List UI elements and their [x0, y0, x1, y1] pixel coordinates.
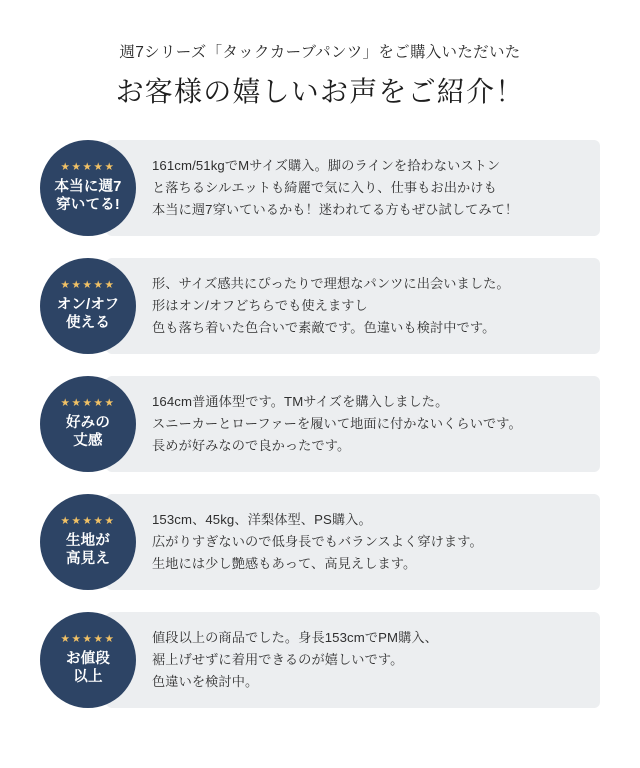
- badge-label: [62, 650, 114, 686]
- review-badge: [40, 140, 136, 236]
- badge-label-line: お値段: [65, 650, 111, 667]
- badge-label-line: 以上: [73, 668, 103, 685]
- review-line: 生地には少し艶感もあって、高見えします。: [152, 556, 417, 572]
- badge-label: [62, 414, 114, 450]
- badge-label: [53, 296, 124, 332]
- review-line: と落ちるシルエットも綺麗で気に入り、仕事もお出かけも: [152, 179, 497, 195]
- review-badge: [40, 612, 136, 708]
- star-rating-icon: ★★★★★: [60, 279, 116, 292]
- star-rating-icon: ★★★★★: [60, 397, 116, 410]
- review-text-panel: [106, 612, 600, 708]
- review-line: 広がりすぎないので低身長でもバランスよく穿けます。: [152, 533, 483, 549]
- review-line: 形はオン/オフどちらでも使えますし: [152, 297, 368, 313]
- badge-label-line: 穿いてる!: [56, 196, 120, 213]
- badge-label-line: 好みの: [65, 414, 111, 431]
- review-text-panel: [106, 258, 600, 354]
- header-subtitle: 週7シリーズ「タックカーブパンツ」をご購入いただいた: [119, 44, 521, 61]
- review-text-panel: [106, 494, 600, 590]
- review-list: [0, 140, 640, 708]
- list-item: [40, 494, 600, 590]
- review-line: 164cm普通体型です。TMサイズを購入しました。: [152, 393, 449, 409]
- review-line: 裾上げせずに着用できるのが嬉しいです。: [152, 651, 404, 667]
- badge-label-line: 丈感: [73, 432, 103, 449]
- list-item: [40, 140, 600, 236]
- badge-label-line: 生地が: [65, 532, 111, 549]
- review-text-panel: [106, 140, 600, 236]
- page-header: [0, 0, 640, 110]
- star-rating-icon: ★★★★★: [60, 161, 116, 174]
- star-rating-icon: ★★★★★: [60, 633, 116, 646]
- list-item: [40, 258, 600, 354]
- review-line: 色も落ち着いた色合いで素敵です。色違いも検討中です。: [152, 320, 496, 336]
- badge-label: [50, 178, 125, 214]
- review-line: 値段以上の商品でした。身長153cmでPM購入、: [152, 629, 438, 645]
- list-item: [40, 612, 600, 708]
- review-line: 153cm、45kg、洋梨体型、PS購入。: [152, 511, 372, 527]
- review-badge: [40, 258, 136, 354]
- review-line: スニーカーとローファーを履いて地面に付かないくらいです。: [152, 415, 522, 431]
- badge-label: [62, 532, 114, 568]
- badge-label-line: オン/オフ: [56, 296, 120, 313]
- badge-label-line: 本当に週7: [54, 178, 122, 195]
- review-line: 長めが好みなので良かったです。: [152, 438, 351, 454]
- badge-label-line: 使える: [65, 314, 111, 331]
- star-rating-icon: ★★★★★: [60, 515, 116, 528]
- review-text-panel: [106, 376, 600, 472]
- review-line: 形、サイズ感共にぴったりで理想なパンツに出会いました。: [152, 275, 510, 291]
- badge-label-line: 高見え: [65, 550, 111, 567]
- page-title: お客様の嬉しいお声をご紹介！: [115, 75, 525, 107]
- review-line: 色違いを検討中。: [152, 674, 259, 690]
- list-item: [40, 376, 600, 472]
- review-line: 本当に週7穿いているかも！迷われてる方もぜひ試してみて！: [152, 202, 519, 218]
- review-line: 161cm/51kgでMサイズ購入。脚のラインを拾わないストン: [152, 157, 501, 173]
- review-badge: [40, 494, 136, 590]
- review-badge: [40, 376, 136, 472]
